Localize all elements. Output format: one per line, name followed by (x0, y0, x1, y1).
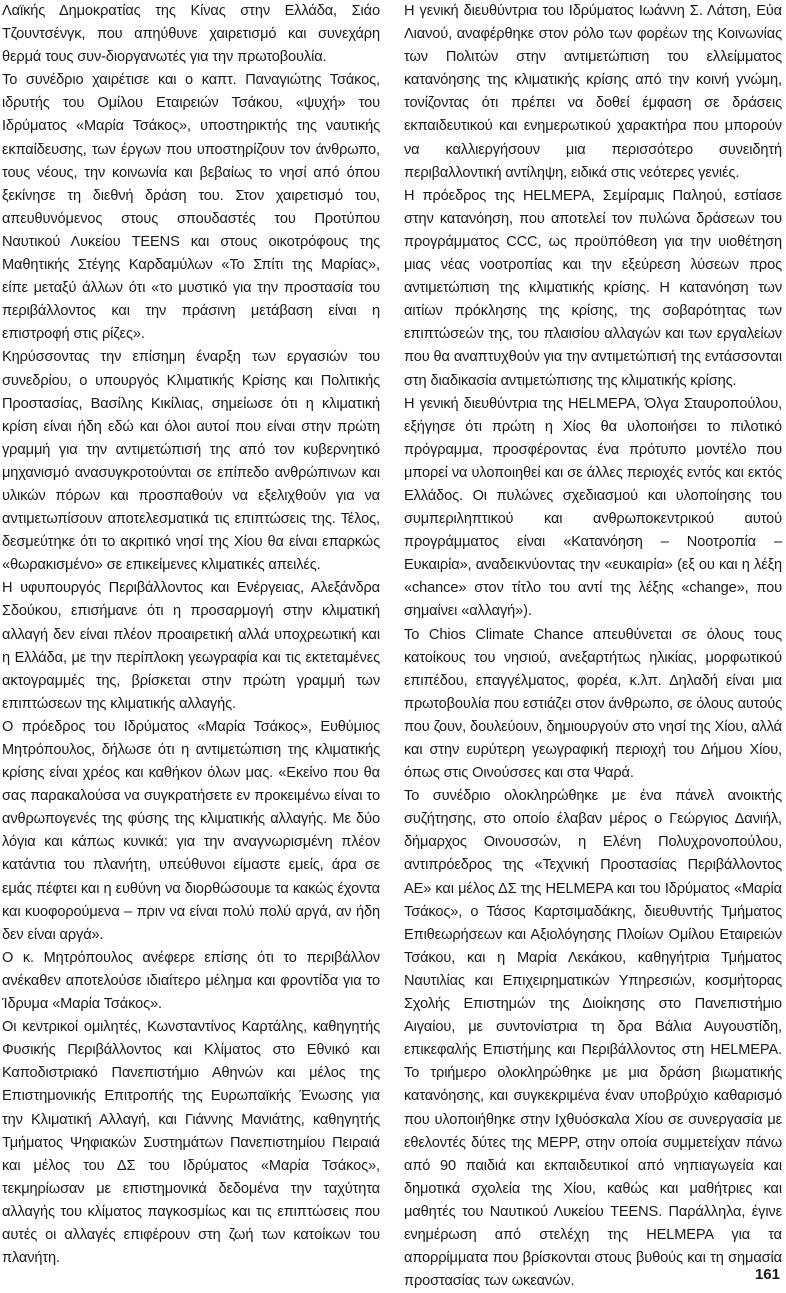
paragraph: Το συνέδριο ολοκληρώθηκε με ένα πάνελ ανοικτής συζήτησης, στο οποίο έλαβαν μέρος ο Γεώργιος Δανιήλ, δήμαρχος Οινουσσών, η Ελένη Πολυχρονοπούλου, αντιπρόεδρος της «Τεχνική Προστασίας Περιβάλλοντος ΑΕ» και μέλος ΔΣ της HELMEPA και του Ιδρύματος «Μαρία Τσάκος», ο Τάσος Καρτσιμαδάκης, διευθυντής Τμήματος Επιθεωρήσεων και Αξιολόγησης Πλοίων Ομίλου Εταιρειών Τσάκου, και η Μαρία Λεκάκου, καθηγήτρια Τμήματος Ναυτιλίας και Επιχειρηματικών Υπηρεσιών, κοσμήτορας Σχολής Επιστημών της Διοίκησης στο Πανεπιστήμιο Αιγαίου, με συντονίστρια τη δρα Βάλια Αυγουστίδη, επικεφαλής Επιστήμης και Περιβάλλοντος στη HELMEPA. Το τριήμερο ολοκληρώθηκε με μια δράση βιωματικής κατανόησης, και συγκεκριμένα έναν υποβρύχιο καθαρισμό που υλοποιήθηκε στην Ιχθυόσκαλα Χίου σε συνεργασία με εθελοντές δύτες της MEPP, στην οποία συμμετείχαν πάνω από 90 παιδιά και εκπαιδευτικοί από νηπιαγωγεία και δημοτικά σχολεία της Χίου, καθώς και μαθήτριες και μαθητές του Ναυτικού Λυκείου TEENS. Παράλληλα, έγινε ενημέρωση από στελέχη της HELMEPA για τα απορρίμματα που βρίσκονται στους βυθούς και τη σημασία προστασίας των ωκεανών. (404, 788, 782, 1290)
right-column (404, 0, 782, 1293)
paragraph: Οι κεντρικοί ομιλητές, Κωνσταντίνος Καρτάλης, καθηγητής Φυσικής Περιβάλλοντος και Κλίματος στο Εθνικό και Καποδιστριακό Πανεπιστήμιο Αθηνών και μέλος της Επιστημονικής Επιτροπής της Ευρωπαϊκής Ένωσης για την Κλιματική Αλλαγή, και Γιάννης Μανιάτης, καθηγητής Τμήματος Ψηφιακών Συστημάτων Πανεπιστημίου Πειραιά και μέλος του ΔΣ του Ιδρύματος «Μαρία Τσάκος», τεκμηρίωσαν με επιστημονικά δεδομένα την ταχύτητα αλλαγής του κλίματος παγκοσμίως και τις επιπτώσεις που αυτές οι αλλαγές επιφέρουν στη ζωή των κατοίκων του πλανήτη. (2, 1019, 380, 1267)
paragraph: Η γενική διευθύντρια της HELMEPA, Όλγα Σταυροπούλου, εξήγησε ότι πρώτη η Χίος θα υλοποιήσει το πιλοτικό πρόγραμμα, προσφέροντας ένα πρότυπο μοντέλο που μπορεί να υλοποιηθεί και σε άλλες περιοχές εντός και εκτός Ελλάδος. Οι πυλώνες σχεδιασμού και υλοποίησης του συμπεριληπτικού και ανθρωποκεντρικού αυτού προγράμματος είναι «Κατανόηση – Νοοτροπία – Ευκαιρία», αναδεικνύοντας την «ευκαιρία» (εξ ου και η λέξη «chance» στον τίτλο του αντί της λέξης «change», που σημαίνει «αλλαγή»). (404, 395, 782, 620)
left-column (2, 0, 380, 1270)
paragraph: Η υφυπουργός Περιβάλλοντος και Ενέργειας, Αλεξάνδρα Σδούκου, επισήμανε ότι η προσαρμογή στην κλιματική αλλαγή δεν είναι πλέον προαιρετική αλλά υποχρεωτική και η Ελλάδα, με την περίπλοκη γεωγραφία και τις εκτεταμένες ακτογραμμές της, βρίσκεται στην πρώτη γραμμή των επιπτώσεων της κλιματικής αλλαγής. (2, 580, 380, 712)
paragraph: Το Chios Climate Chance απευθύνεται σε όλους τους κατοίκους του νησιού, ανεξαρτήτως ηλικίας, μορφωτικού επιπέδου, επαγγέλματος, φορέα, κ.λπ. Δηλαδή είναι μια πρωτοβουλία που εστιάζει στον άνθρωπο, σε όλους αυτούς που ζουν, δουλεύουν, δημιουργούν στο νησί της Χίου, αλλά και στην ευρύτερη γεωγραφική περιοχή του Δήμου Χίου, όπως στις Οινούσσες και στα Ψαρά. (404, 626, 782, 782)
paragraph: Ο πρόεδρος του Ιδρύματος «Μαρία Τσάκος», Ευθύμιος Μητρόπουλος, δήλωσε ότι η αντιμετώπιση της κλιματικής κρίσης είναι χρέος και καθήκον όλων μας. «Εκείνο που θα σας παρακαλούσα να συγκρατήσετε εν προκειμένω είναι το ανθρωπογενές της φύσης της κλιματικής αλλαγής. Με δύο λόγια και κάπως κυνικά: για την αναγνωρισμένη πλέον κατάντια του πλανήτη, υπεύθυνοι είμαστε εμείς, άρα σε εμάς πέφτει και η ευθύνη να διορθώσουμε τα κακώς έχοντα και κυοφορούμενα – πριν να είναι πολύ πολύ αργά, αν ήδη δεν είναι αργά». (2, 718, 380, 943)
paragraph: Το συνέδριο χαιρέτισε και ο καπτ. Παναγιώτης Τσάκος, ιδρυτής του Ομίλου Εταιρειών Τσάκου, «ψυχή» του Ιδρύματος «Μαρία Τσάκος», υποστηρικτής της ναυτικής εκπαίδευσης, των έργων που υποστηρίζουν τον άνθρωπο, τους νέους, την κοινωνία και βεβαίως το νησί από όπου ξεκίνησε τη διεθνή δράση του. Στον χαιρετισμό του, απευθυνόμενος στους σπουδαστές του Προτύπου Ναυτικού Λυκείου TEENS και στους οικοτρόφους της Μαθητικής Στέγης Καρδαμύλων «Το Σπίτι της Μαρίας», είπε μεταξύ άλλων ότι «το μυστικό για την προστασία του περιβάλλοντος και την πράσινη μετάβαση είναι η επιστροφή στις ρίζες». (2, 72, 380, 343)
paragraph: Λαϊκής Δημοκρατίας της Κίνας στην Ελλάδα, Σιάο Τζουντσένγκ, που απηύθυνε χαιρετισμό και συνεχάρη θερμά τους συν-διοργανωτές για την πρωτοβουλία. (2, 3, 380, 66)
paragraph: Κηρύσσοντας την επίσημη έναρξη των εργασιών του συνεδρίου, ο υπουργός Κλιματικής Κρίσης και Πολιτικής Προστασίας, Βασίλης Κικίλιας, σημείωσε ότι η κλιματική κρίση είναι ήδη εδώ και όλοι αυτοί που είναι στην πρώτη γραμμή για την αντιμετώπισή της από τον κυβερνητικό μηχανισμό ανασυγκροτούνται σε επίπεδο ανθρώπινων και υλικών πόρων και προσπαθούν να εξελιχθούν για να αντιμετωπίσουν αποτελεσματικά τις επιπτώσεις της. Τέλος, δεσμεύτηκε ότι το ακριτικό νησί της Χίου θα είναι επαρκώς «θωρακισμένο» σε επικείμενες κλιματικές απειλές. (2, 349, 380, 574)
page-number: 161 (754, 1266, 780, 1283)
paragraph: Η γενική διευθύντρια του Ιδρύματος Ιωάννη Σ. Λάτση, Εύα Λιανού, αναφέρθηκε στον ρόλο των φορέων της Κοινωνίας των Πολιτών στην αντιμετώπιση του ελλείμματος κατανόησης της κλιματικής κρίσης από την κοινή γνώμη, τονίζοντας ότι πρέπει να δοθεί έμφαση σε δράσεις εκπαιδευτικού και ενημερωτικού χαρακτήρα που μπορούν να καλλιεργήσουν μια περισσότερο συνειδητή περιβαλλοντική αντίληψη, ειδικά στις νεότερες γενιές. (404, 3, 782, 181)
paragraph: Η πρόεδρος της HELMEPA, Σεμίραμις Παληού, εστίασε στην κατανόηση, που αποτελεί τον πυλώνα δράσεων του προγράμματος CCC, ως προϋπόθεση για την υιοθέτηση μιας νέας νοοτροπίας και την εξεύρεση λύσεων προς αντιμετώπιση της κλιματικής κρίσης. Η κατανόηση των αιτίων πρόκλησης της κρίσης, της σοβαρότητας των επιπτώσεών της, του πλαισίου αλλαγών και των εργαλείων που θα αναπτυχθούν για την αντιμετώπισή της εντάσσονται στη διαδικασία αντιμετώπισης της κλιματικής κρίσης. (404, 187, 782, 389)
paragraph: Ο κ. Μητρόπουλος ανέφερε επίσης ότι το περιβάλλον ανέκαθεν αποτελούσε ιδιαίτερο μέλημα και φροντίδα για το Ίδρυμα «Μαρία Τσάκος». (2, 949, 380, 1013)
